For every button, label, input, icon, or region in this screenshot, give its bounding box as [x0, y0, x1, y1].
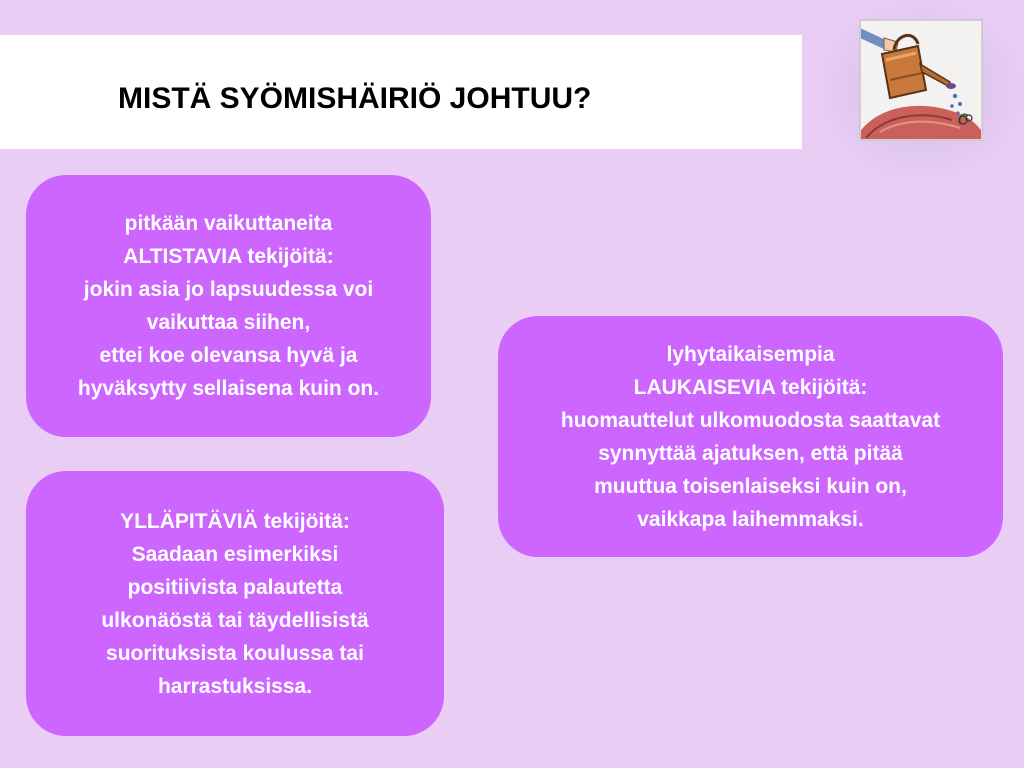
box-line: positiivista palautetta: [127, 575, 343, 599]
box-line: LAUKAISEVIA tekijöitä:: [633, 375, 868, 399]
triggering-factors-box: [498, 316, 1003, 557]
box-line: pitkään vaikuttaneita: [124, 212, 333, 235]
box-line: huomauttelut ulkomuodosta saattavat: [560, 408, 941, 432]
maintaining-factors-box: [26, 471, 444, 736]
box-line: lyhytaikaisempia: [666, 342, 835, 366]
box-line: muuttua toisenlaiseksi kuin on,: [594, 474, 907, 498]
box-line: Saadaan esimerkiksi: [131, 542, 339, 566]
box-line: ulkonäöstä tai täydellisistä: [101, 608, 369, 632]
box-line: harrastuksissa.: [157, 674, 313, 698]
box-line: ettei koe olevansa hyvä ja: [99, 344, 358, 367]
box-line: vaikkapa laihemmaksi.: [637, 507, 864, 531]
box-line: YLLÄPITÄVIÄ tekijöitä:: [120, 509, 350, 533]
box-line: jokin asia jo lapsuudessa voi: [83, 278, 374, 301]
predisposing-factors-box: [26, 175, 431, 437]
box-line: ALTISTAVIA tekijöitä:: [123, 245, 334, 268]
box-line: vaikuttaa siihen,: [146, 311, 311, 334]
watering-can-icon: [860, 20, 982, 140]
slide-title: MISTÄ SYÖMISHÄIRIÖ JOHTUU?: [118, 82, 592, 115]
box-line: suorituksista koulussa tai: [106, 641, 364, 665]
box-line: hyväksytty sellaisena kuin on.: [77, 377, 380, 400]
box-line: synnyttää ajatuksen, että pitää: [598, 441, 903, 465]
watering-can-illustration: [860, 20, 982, 140]
